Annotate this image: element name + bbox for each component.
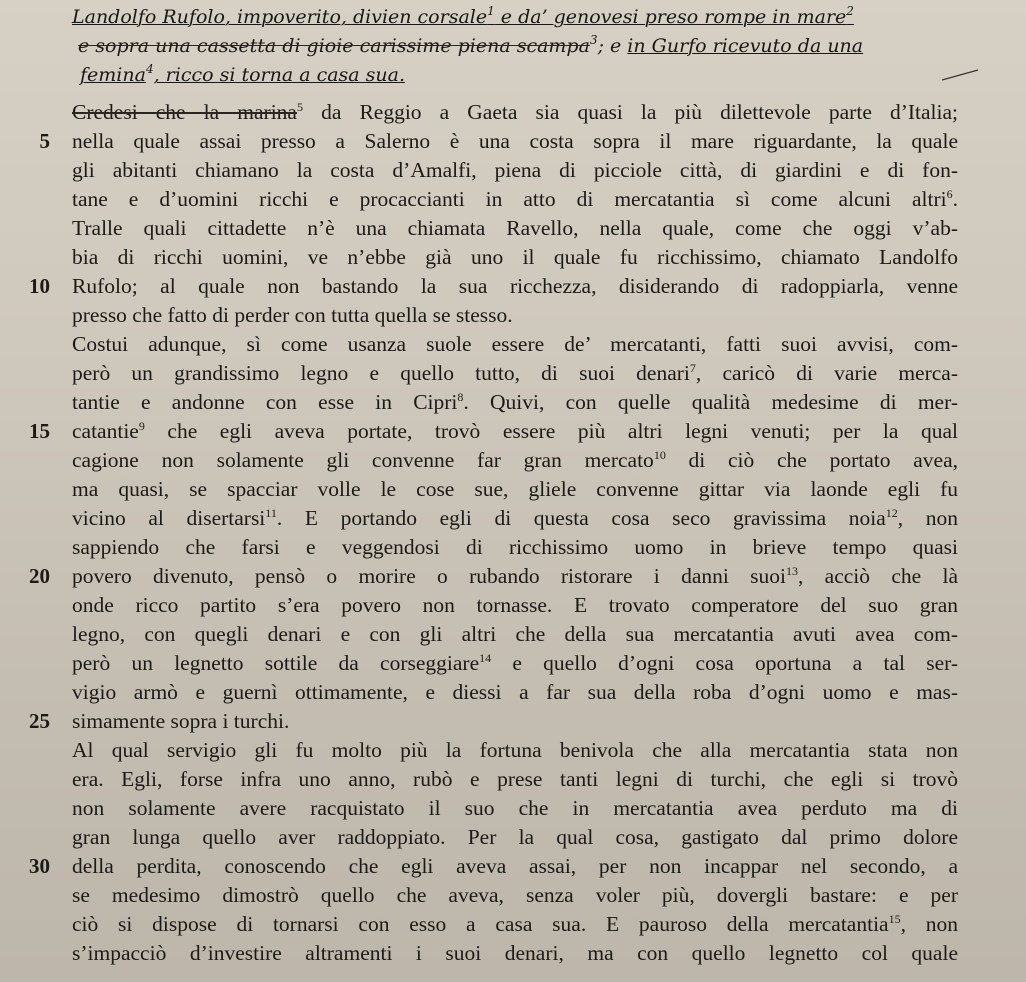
struck-text: Credesi che la marina	[72, 100, 297, 124]
line-number: 10	[29, 274, 50, 298]
text-line: Tralle quali cittadette n’è una chiamata Ravello, nella quale, come che oggi v’ab-	[72, 216, 958, 240]
line-text: di ciò che portato avea,	[665, 448, 958, 472]
text-line: gli abitanti chiamano la costa d’Amalfi, piena di picciole città, di giardini e di fon-	[72, 158, 958, 182]
footnote-ref: 15	[888, 912, 901, 926]
heading-line-1	[72, 4, 854, 30]
line-text: che egli aveva portate, trovò essere più altri legni venuti; per la qual	[144, 419, 958, 443]
text-line	[72, 504, 958, 532]
line-text: , non	[900, 912, 959, 936]
text-line: ma quasi, se spacciar volle le cose sue, gliele convenne gittar via laonde egli fu	[72, 477, 958, 501]
text-line	[72, 185, 958, 213]
line-text: vicino al disertarsi	[72, 506, 266, 530]
line-text: .	[952, 187, 958, 211]
line-text: tantie e andonne con esse in Cipri	[72, 390, 458, 414]
footnote-ref: 3	[589, 33, 598, 47]
line-number: 30	[29, 854, 50, 878]
text-line: della perdita, conoscendo che egli aveva assai, per non incappar nel secondo, a	[72, 854, 958, 878]
text-line: se medesimo dimostrò quello che aveva, senza voler più, dovergli bastare: e per	[72, 883, 958, 907]
text-line: Rufolo; al quale non bastando la sua ricchezza, disiderando di radoppiarla, venne	[72, 274, 958, 298]
text-line: Al qual servigio gli fu molto più la fortuna benivola che alla mercatantia stata non	[72, 738, 958, 762]
text-line: gran lunga quello aver raddoppiato. Per la qual cosa, gastigato dal primo dolore	[72, 825, 958, 849]
footnote-ref: 8	[457, 390, 464, 404]
text-line	[72, 388, 958, 416]
footnote-ref: 10	[653, 448, 666, 462]
line-number: 5	[39, 129, 50, 153]
footnote-ref: 5	[296, 100, 303, 114]
line-number: 20	[29, 564, 50, 588]
text-line: nella quale assai presso a Salerno è una costa sopra il mare riguardante, la quale	[72, 129, 958, 153]
heading-line-3	[80, 62, 405, 88]
heading-text: ; e	[597, 35, 628, 57]
story-heading	[0, 0, 1026, 105]
text-line: era. Egli, forse infra uno anno, rubò e prese tanti legni di turchi, che egli si trovò	[72, 767, 958, 791]
pen-mark-icon	[940, 68, 980, 82]
line-text: , caricò di varie merca-	[695, 361, 959, 385]
footnote-ref: 13	[786, 564, 798, 578]
text-line: presso che fatto di perder con tutta quella se stesso.	[72, 303, 513, 327]
line-text: . E portando egli di questa cosa seco gravissima noia	[276, 506, 886, 530]
footnote-ref: 9	[138, 419, 145, 433]
text-line	[72, 446, 958, 474]
footnote-ref: 7	[689, 361, 696, 375]
footnote-ref: 2	[846, 4, 854, 18]
heading-text: Landolfo Rufolo, impoverito, divien corsale	[72, 6, 488, 28]
heading-text: e da’ genovesi preso rompe in mare	[494, 6, 847, 28]
heading-struck-text: , ricco si torna a casa sua.	[153, 64, 406, 86]
heading-line-2	[78, 33, 863, 59]
text-line	[72, 417, 958, 445]
footnote-ref: 12	[885, 506, 898, 520]
text-line: legno, con quegli denari e con gli altri che della sua mercatantia avuti avea com-	[72, 622, 958, 646]
text-line	[72, 910, 958, 938]
footnote-ref: 1	[487, 4, 495, 18]
line-text: da Reggio a Gaeta sia quasi la più dilettevole parte d’Italia;	[302, 100, 958, 124]
line-text: cagione non solamente gli convenne far gran mercato	[72, 448, 654, 472]
text-line: Costui adunque, sì come usanza suole essere de’ mercatanti, fatti suoi avvisi, com-	[72, 332, 958, 356]
heading-struck-text: e sopra una cassetta di gioie carissime piena scampa	[78, 35, 590, 57]
heading-underlined-text: femina	[80, 64, 146, 86]
line-text: , non	[897, 506, 958, 530]
text-line: onde ricco partito s’era povero non tornasse. E trovato comperatore del suo gran	[72, 593, 958, 617]
text-line	[72, 562, 958, 590]
text-line: bia di ricchi uomini, ve n’ebbe già uno il quale fu ricchissimo, chiamato Landolfo	[72, 245, 958, 269]
text-line	[72, 649, 958, 677]
line-text: però un legnetto sottile da corseggiare	[72, 651, 480, 675]
text-line	[72, 359, 958, 387]
footnote-ref: 11	[265, 506, 277, 520]
footnote-ref: 4	[145, 62, 154, 76]
footnote-ref: 14	[479, 651, 492, 665]
text-line: non solamente avere racquistato il suo che in mercatantia avea perduto ma di	[72, 796, 958, 820]
line-text: catantie	[72, 419, 139, 443]
line-text: , acciò che là	[798, 564, 958, 588]
text-line: s’impacciò d’investire altramenti i suoi denari, ma con quello legnetto col quale	[72, 941, 958, 965]
line-text: ciò si dispose di tornarsi con esso a casa sua. E pauroso della mercatantia	[72, 912, 889, 936]
text-line: vigio armò e guernì ottimamente, e diessi a far sua della roba d’ogni uomo e mas-	[72, 680, 958, 704]
line-text: povero divenuto, pensò o morire o rubando ristorare i danni suoi	[72, 564, 786, 588]
text-line	[72, 98, 958, 126]
text-line: sappiendo che farsi e veggendosi di ricchissimo uomo in brieve tempo quasi	[72, 535, 958, 559]
footnote-ref: 6	[946, 187, 953, 201]
line-text: però un grandissimo legno e quello tutto, di suoi denari	[72, 361, 690, 385]
line-text: e quello d’ogni cosa oportuna a tal ser-	[491, 651, 959, 675]
heading-underlined-text: in Gurfo ricevuto da una	[627, 35, 864, 57]
line-text: tane e d’uomini ricchi e procaccianti in atto di mercatantia sì come alcuni altri	[72, 187, 947, 211]
line-number: 15	[29, 419, 50, 443]
line-number: 25	[29, 709, 50, 733]
line-text: . Quivi, con quelle qualità medesime di mer-	[463, 390, 958, 414]
text-line: simamente sopra i turchi.	[72, 709, 290, 733]
